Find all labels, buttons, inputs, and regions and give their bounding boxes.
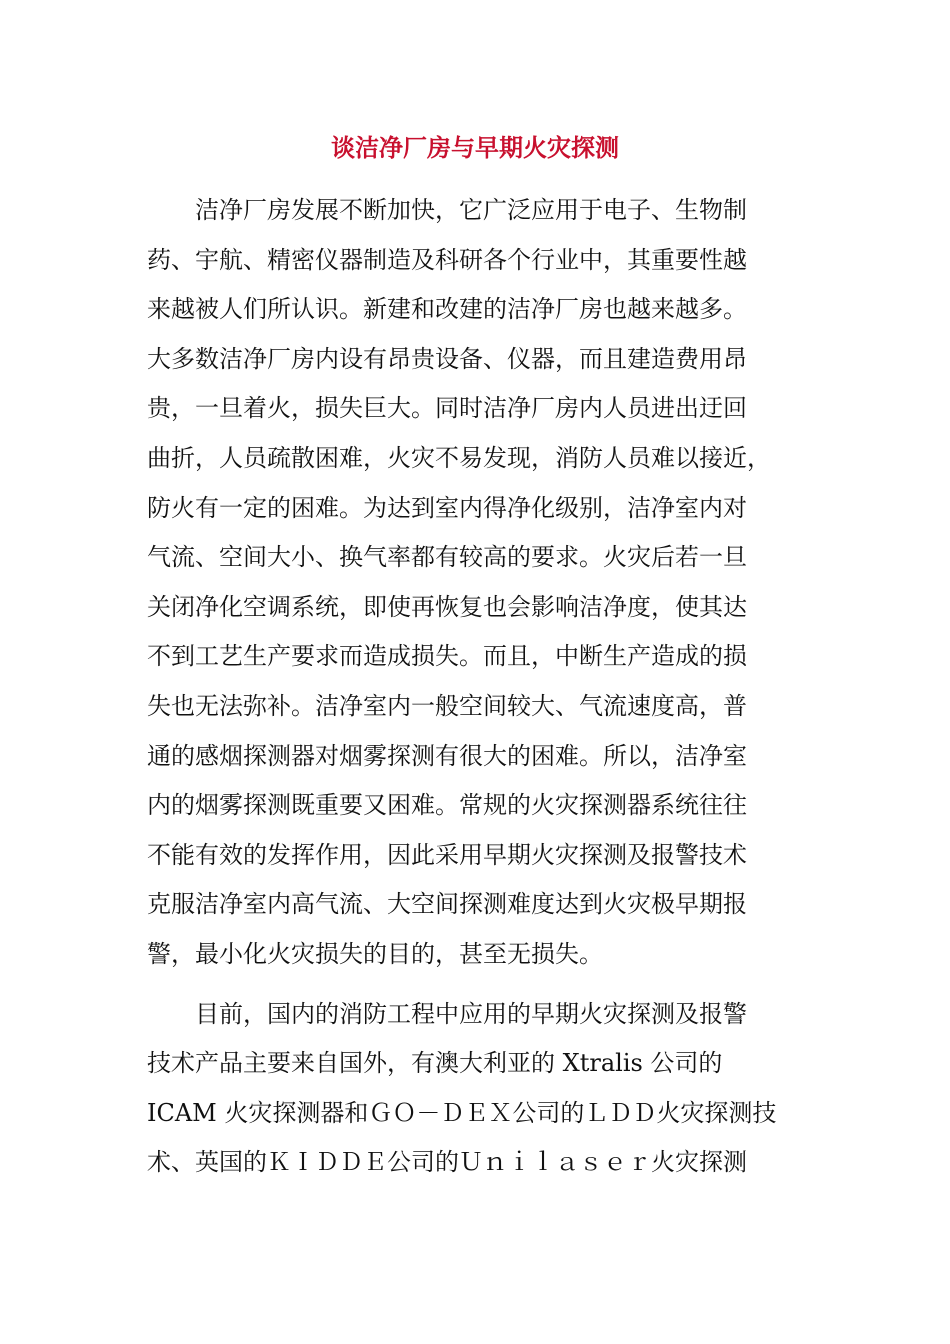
text-line: 药、宇航、精密仪器制造及科研各个行业中，其重要性越 [147, 245, 747, 274]
text-line: 内的烟雾探测既重要又困难。常规的火灾探测器系统往往 [147, 791, 747, 820]
text-line: 洁净厂房发展不断加快，它广泛应用于电子、生物制 [195, 196, 747, 224]
text-line: 通的感烟探测器对烟雾探测有很大的困难。所以，洁净室 [147, 741, 747, 770]
text-line: 气流、空间大小、换气率都有较高的要求。火灾后若一旦 [147, 543, 747, 572]
text-line: 不能有效的发挥作用，因此采用早期火灾探测及报警技术 [147, 840, 747, 869]
text-line: 曲折，人员疏散困难，火灾不易发现，消防人员难以接近， [147, 443, 771, 472]
text-line: 贵，一旦着火，损失巨大。同时洁净厂房内人员进出迂回 [147, 394, 747, 423]
text-line: ICAM 火灾探测器和ＧＯ－ＤＥＸ公司的ＬＤＤ火灾探测技 [147, 1098, 777, 1127]
text-line: 克服洁净室内高气流、大空间探测难度达到火灾极早期报 [147, 890, 747, 919]
text-line: 大多数洁净厂房内设有昂贵设备、仪器，而且建造费用昂 [147, 344, 747, 373]
paragraph-1 [147, 186, 807, 980]
text-line: 目前，国内的消防工程中应用的早期火灾探测及报警 [195, 999, 747, 1028]
text-line: 技术产品主要来自国外，有澳大利亚的 Xtralis 公司的 [147, 1049, 723, 1078]
paragraph-2 [147, 990, 807, 1188]
text-line: 关闭净化空调系统，即使再恢复也会影响洁净度，使其达 [147, 592, 747, 621]
text-line: 失也无法弥补。洁净室内一般空间较大、气流速度高，普 [147, 691, 747, 720]
text-line: 术、英国的ＫＩＤＤＥ公司的Ｕｎｉｌａｓｅｒ火灾探测 [147, 1148, 747, 1177]
text-line: 防火有一定的困难。为达到室内得净化级别，洁净室内对 [147, 493, 747, 522]
document-body [147, 186, 807, 1188]
text-line: 来越被人们所认识。新建和改建的洁净厂房也越来越多。 [147, 295, 747, 324]
document-title: 谈洁净厂房与早期火灾探测 [331, 133, 619, 162]
text-line: 警，最小化火灾损失的目的，甚至无损失。 [147, 939, 603, 968]
text-line: 不到工艺生产要求而造成损失。而且，中断生产造成的损 [147, 642, 747, 671]
